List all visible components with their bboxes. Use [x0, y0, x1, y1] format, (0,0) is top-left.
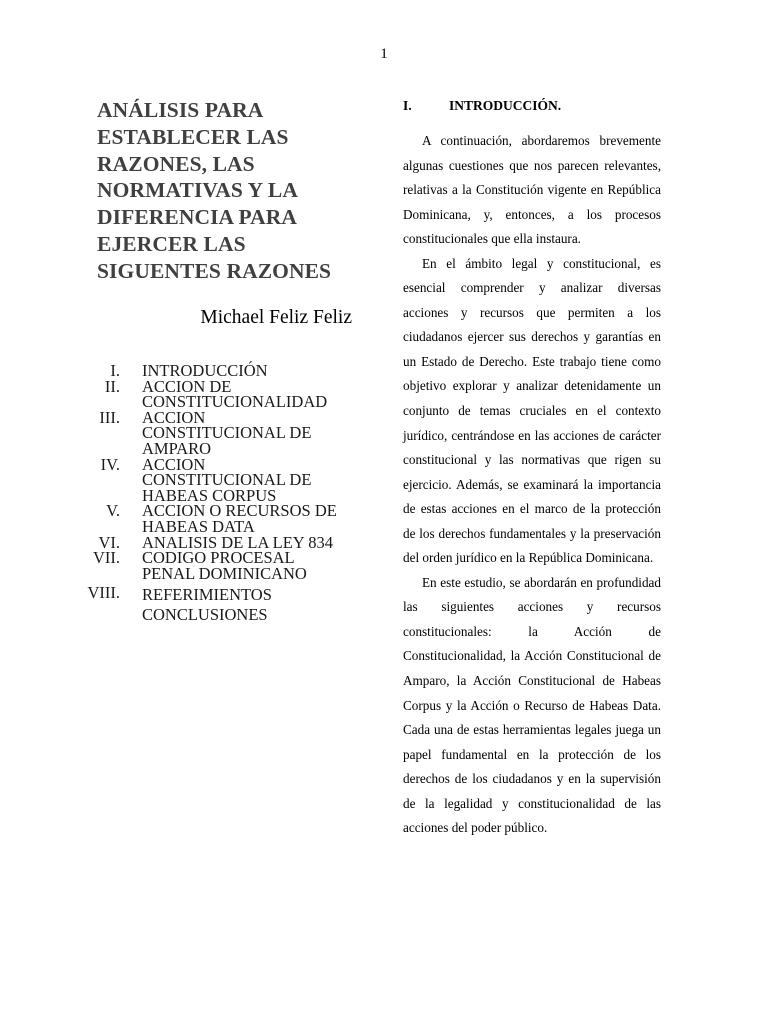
toc-entry-text: REFERIMIENTOS — [142, 585, 272, 605]
toc-item — [80, 581, 370, 624]
toc-entry-text: ACCION O RECURSOS DE — [142, 501, 337, 521]
toc-entry — [142, 454, 362, 505]
toc-entry-text: INTRODUCCIÓN — [142, 361, 268, 380]
toc-item — [80, 550, 370, 581]
toc-numeral: VII. — [92, 548, 120, 568]
toc-numeral: VI. — [98, 532, 120, 552]
body-paragraph: A continuación, abordaremos brevemente algunas cuestiones que nos parecen relevantes, relativas a la Constitución vigente en República Dominicana, y, entonces, a los procesos constitucionales que ella instaura. — [403, 133, 661, 247]
toc-numeral: VIII. — [87, 583, 120, 603]
title-line: SIGUENTES RAZONES — [97, 258, 332, 283]
toc-entry-text: AMPARO — [142, 438, 212, 458]
toc-numeral: IV. — [100, 454, 120, 474]
toc-item — [80, 407, 370, 458]
toc-entry-text: ANALISIS DE LA LEY 834 — [142, 532, 333, 552]
toc-entry-text: PENAL DOMINICANO — [142, 563, 307, 583]
toc-numeral: I. — [110, 361, 120, 380]
toc-entry — [142, 376, 362, 412]
document-title — [97, 97, 367, 285]
toc-entry — [142, 407, 362, 458]
table-of-contents — [80, 363, 370, 624]
toc-entry-text: CONSTITUCIONAL DE — [142, 423, 312, 443]
title-line: DIFERENCIA PARA — [97, 205, 297, 230]
toc-entry-text: CODIGO PROCESAL — [142, 548, 295, 568]
toc-entry — [142, 581, 362, 624]
toc-item — [80, 376, 370, 412]
toc-entry-text: CONSTITUCIONALIDAD — [142, 392, 328, 412]
title-line: EJERCER LAS — [97, 231, 246, 256]
toc-entry — [142, 550, 362, 581]
toc-item — [80, 454, 370, 505]
title-line: ANÁLISIS PARA — [97, 98, 264, 122]
author-name: Michael Feliz Feliz — [200, 307, 352, 328]
toc-numeral: III. — [99, 407, 120, 427]
toc-item — [80, 503, 370, 534]
toc-entry-text: HABEAS CORPUS — [142, 485, 277, 505]
page-number: 1 — [380, 46, 388, 62]
toc-entry-text: ACCION — [142, 407, 206, 427]
body-paragraph: En el ámbito legal y constitucional, es esencial comprender y analizar diversas acciones y recursos que permiten a los ciudadanos ejercer sus derechos y garantías en un Estado de Derecho. Este trabajo tiene como objetivo explorar y analizar detenidamente un conjunto de temas cruciales en el contexto jurídico, centrándose en las acciones de carácter constitucional y las normativas que rigen su ejercicio. Además, se examinará la importancia de estas acciones en el marco de la protección de los derechos fundamentales y la preservación del orden jurídico en la República Dominicana. — [403, 255, 661, 566]
toc-numeral: II. — [104, 376, 120, 396]
section-body — [403, 129, 661, 841]
toc-entry-text: ACCION DE — [142, 376, 232, 396]
toc-entry-text: HABEAS DATA — [142, 516, 255, 536]
section-title: INTRODUCCIÓN. — [449, 98, 562, 113]
title-line: NORMATIVAS Y LA — [97, 178, 298, 203]
title-line: RAZONES, LAS — [97, 151, 255, 176]
section-number: I. — [403, 98, 412, 113]
toc-entry-text: ACCION — [142, 454, 206, 474]
toc-entry-text: CONSTITUCIONAL DE — [142, 470, 312, 490]
toc-entry — [142, 503, 362, 534]
body-paragraph: En este estudio, se abordarán en profundidad las siguientes acciones y recursos constitucionales: la Acción de Constitucionalidad, la Acción Constitucional de Amparo, la Acción Constitucional de Habeas Corpus y la Acción o Recurso de Habeas Data. Cada una de estas herramientas legales juega un papel fundamental en la protección de los derechos de los ciudadanos y en la supervisión de la legalidad y constitucionalidad de las acciones del poder público. — [403, 574, 661, 836]
title-line: ESTABLECER LAS — [97, 124, 289, 149]
toc-entry-text: CONCLUSIONES — [142, 604, 268, 624]
toc-numeral: V. — [106, 501, 120, 521]
section-heading — [403, 98, 561, 114]
